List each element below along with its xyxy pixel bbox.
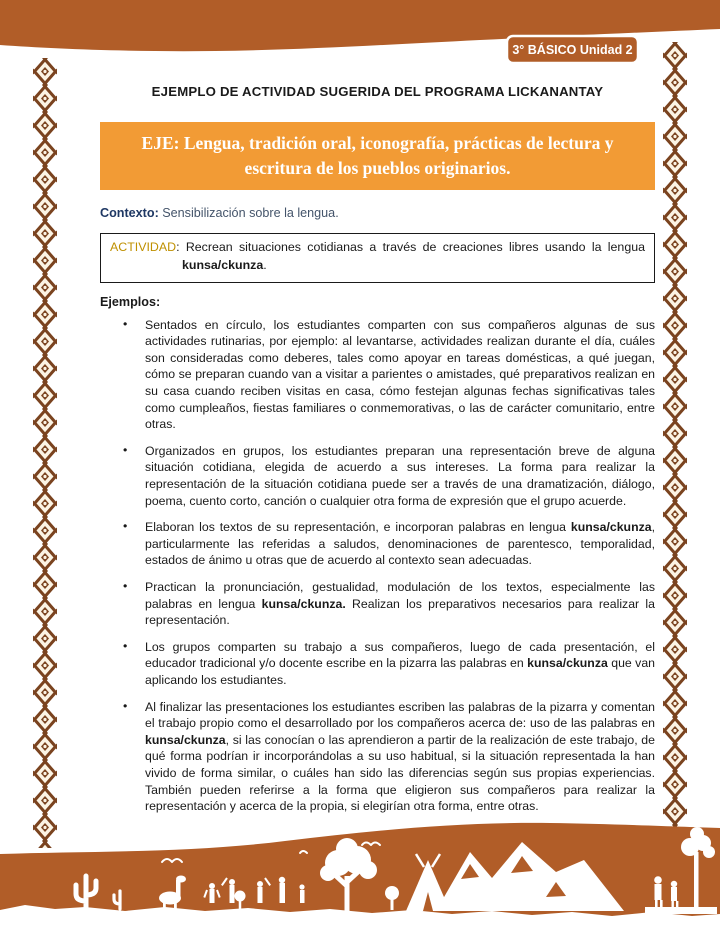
bullet-icon: • bbox=[123, 316, 128, 331]
document-content bbox=[100, 0, 655, 825]
examples-heading: Ejemplos: bbox=[100, 294, 161, 309]
actividad-language-term: kunsa/ckunza bbox=[182, 257, 264, 272]
bullet-text: Al finalizar las presentaciones los estudiantes escriben las palabras de la pizarra y comentan el trabajo propio como el desarrollado por los compañeros acerca de: uso de las palabras en kunsa/ckunza, si las conocían o las aprendieron a partir de la realización de este trabajo, de qué forma podrían ir incorporándolas a su uso habitual, si la situación representada la han vivido de forma similar, o cuáles han sido las diferencias según sus propias experiencias. También pueden referirse a la forma que eligieron sus compañeros para realizar la representación y acerca de la propia, si elegirían otra forma, entre otras. bbox=[145, 699, 655, 814]
example-bullet-item bbox=[100, 443, 655, 509]
bullet-text: Organizados en grupos, los estudiantes preparan una representación breve de alguna situación cotidiana, elegida de acuerdo a sus intereses. La forma para realizar la representación de la situación cotidiana puede ser a través de una dramatización, diálogo, poema, cuento corto, canción o cualquier otra forma de expresión que el grupo acuerde. bbox=[145, 443, 655, 508]
bullet-text: Sentados en círculo, los estudiantes comparten con sus compañeros algunas de sus actividades rutinarias, por ejemplo: al levantarse, actividades realizan durante el día, cuáles son consideradas como deberes, tales como apoyar en tareas domésticas, a qué juegan, cómo se preparan cuando van a visitar a parientes o amistades, qué preparativos realizan en su casa cuando reciben visitas en casa, cómo festejan algunas fechas significativas tales como cumpleaños, fiestas familiares o conmemorativas, o las de carácter comunitario, entre otras. bbox=[145, 317, 655, 432]
bullet-icon: • bbox=[123, 519, 128, 534]
andean-border-right bbox=[663, 42, 687, 837]
actividad-box bbox=[100, 233, 655, 283]
cactus-icon bbox=[76, 876, 120, 909]
example-bullet-item bbox=[100, 519, 655, 569]
andean-border-left bbox=[33, 58, 57, 848]
llama-icon bbox=[159, 876, 186, 912]
unit-badge-label: 3° BÁSICO Unidad 2 bbox=[512, 43, 633, 57]
unit-badge bbox=[507, 36, 638, 63]
example-bullet-item bbox=[100, 317, 655, 433]
eje-banner: EJE: Lengua, tradición oral, iconografía, prácticas de lectura y escritura de los pueblos originarios. bbox=[100, 122, 655, 190]
header-wave-band bbox=[0, 0, 720, 70]
bullet-icon: • bbox=[123, 442, 128, 457]
examples-bullet-list bbox=[100, 317, 655, 815]
footer-landscape-illustration bbox=[0, 820, 720, 932]
contexto-label: Contexto: bbox=[100, 205, 159, 220]
actividad-label: ACTIVIDAD bbox=[110, 239, 177, 254]
actividad-text bbox=[110, 239, 645, 275]
example-bullet-item bbox=[100, 639, 655, 689]
mountains-icon bbox=[436, 842, 624, 911]
tipi-icon bbox=[406, 854, 450, 911]
figures-and-tree-right bbox=[645, 827, 717, 914]
example-bullet-item bbox=[100, 579, 655, 629]
small-tree-icon bbox=[235, 886, 400, 910]
bullet-text: Practican la pronunciación, gestualidad, modulación de los textos, especialmente las palabras en lengua kunsa/ckunza. Realizan los preparativos necesarios para realizar la representación. bbox=[145, 579, 656, 628]
people-silhouettes bbox=[203, 877, 304, 903]
tree-icon bbox=[320, 838, 377, 911]
bullet-icon: • bbox=[123, 638, 128, 653]
bullet-icon: • bbox=[123, 578, 128, 593]
contexto-value: Sensibilización sobre la lengua. bbox=[158, 205, 339, 220]
bullet-text: Elaboran los textos de su representación, e incorporan palabras en lengua kunsa/ckunza, particularmente las referidas a saludos, denominaciones de parentesco, temporalidad, estados de ánimo u otras que de acuerdo al contexto sean adecuadas. bbox=[145, 520, 655, 568]
contexto-line bbox=[100, 206, 655, 220]
example-bullet-item bbox=[100, 699, 655, 815]
actividad-text-pre: : Recrean situaciones cotidianas a través de creaciones libres usando la lengua bbox=[176, 239, 645, 254]
actividad-text-post: . bbox=[263, 257, 267, 272]
bullet-text: Los grupos comparten su trabajo a sus compañeros, luego de cada presentación, el educador tradicional y/o docente escribe en la pizarra las palabras en kunsa/ckunza que van aplicando los estudiantes. bbox=[145, 639, 655, 687]
bird-icon bbox=[162, 834, 380, 863]
bullet-icon: • bbox=[123, 698, 128, 713]
page-title: EJEMPLO DE ACTIVIDAD SUGERIDA DEL PROGRAMA LICKANANTAY bbox=[151, 84, 604, 99]
